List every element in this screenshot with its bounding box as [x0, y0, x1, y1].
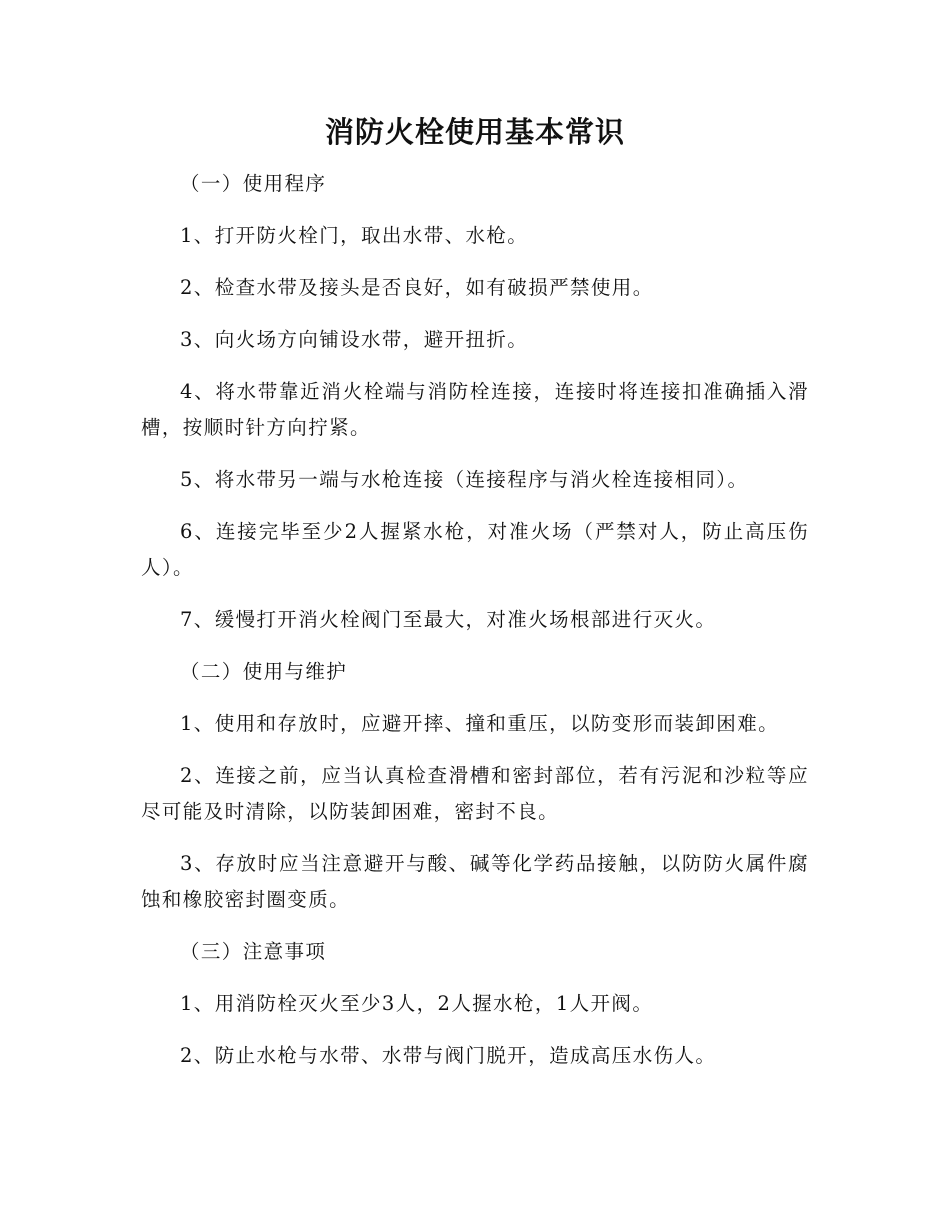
list-item: 4、将水带靠近消火栓端与消防栓连接，连接时将连接扣准确插入滑槽，按顺时针方向拧紧。 [141, 380, 809, 439]
list-item: 2、连接之前，应当认真检查滑槽和密封部位，若有污泥和沙粒等应尽可能及时清除，以防装卸困难，密封不良。 [141, 764, 809, 823]
section-heading: （一）使用程序 [180, 172, 327, 195]
document-body [141, 166, 809, 1090]
section-heading: （三）注意事项 [180, 940, 327, 963]
list-item: 3、存放时应当注意避开与酸、碱等化学药品接触，以防防火属件腐蚀和橡胶密封圈变质。 [141, 852, 809, 911]
list-item: 3、向火场方向铺设水带，避开扭折。 [180, 328, 529, 351]
list-item: 2、防止水枪与水带、水带与阀门脱开，造成高压水伤人。 [180, 1044, 717, 1067]
list-item: 6、连接完毕至少2人握紧水枪，对准火场（严禁对人，防止高压伤人）。 [141, 520, 809, 579]
list-item: 1、用消防栓灭火至少3人，2人握水枪，1人开阀。 [180, 992, 654, 1015]
section-usage-procedure [141, 166, 809, 638]
document-title: 消防火栓使用基本常识 [324, 115, 625, 149]
section-use-and-maintenance [141, 654, 809, 918]
list-item: 1、使用和存放时，应避开摔、撞和重压，以防变形而装卸困难。 [180, 712, 780, 735]
section-heading: （二）使用与维护 [180, 660, 348, 683]
list-item: 5、将水带另一端与水枪连接（连接程序与消火栓连接相同）。 [180, 468, 749, 491]
list-item: 2、检查水带及接头是否良好，如有破损严禁使用。 [180, 276, 654, 299]
list-item: 1、打开防火栓门，取出水带、水枪。 [180, 224, 529, 247]
list-item: 7、缓慢打开消火栓阀门至最大，对准火场根部进行灭火。 [180, 608, 717, 631]
section-precautions [141, 934, 809, 1074]
